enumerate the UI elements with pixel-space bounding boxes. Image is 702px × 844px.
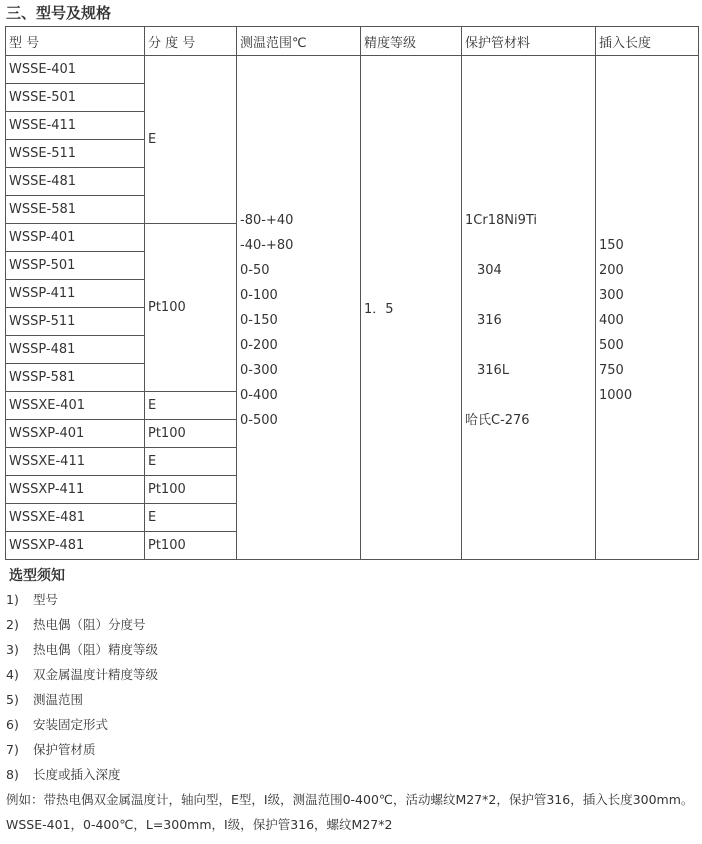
model-cell: WSSE-481 [6, 168, 145, 196]
range-cell [237, 56, 361, 560]
graduation-cell: E [145, 504, 237, 532]
model-cell: WSSXP-481 [6, 532, 145, 560]
list-item [6, 762, 158, 787]
graduation-cell-e-group: E [145, 56, 237, 224]
item-number: 5) [6, 692, 19, 707]
graduation-cell: Pt100 [145, 476, 237, 504]
list-item [6, 662, 158, 687]
list-item [6, 637, 158, 662]
item-number: 1) [6, 592, 19, 607]
item-text: 双金属温度计精度等级 [33, 667, 159, 682]
model-cell: WSSXP-401 [6, 420, 145, 448]
model-cell: WSSXE-481 [6, 504, 145, 532]
length-value: 300 [599, 288, 624, 303]
spec-table [5, 26, 699, 560]
length-cell [596, 56, 699, 560]
section-title: 三、型号及规格 [6, 4, 112, 22]
item-number: 3) [6, 642, 19, 657]
graduation-cell: Pt100 [145, 532, 237, 560]
selection-title: 选型须知 [9, 568, 65, 584]
range-value: 0-150 [240, 313, 278, 328]
material-value: 316L [477, 363, 510, 378]
length-value: 150 [599, 238, 624, 253]
model-cell: WSSP-481 [6, 336, 145, 364]
model-cell: WSSE-501 [6, 84, 145, 112]
item-number: 6) [6, 717, 19, 732]
item-text: 热电偶（阻）精度等级 [33, 642, 159, 657]
range-value: -80-+40 [240, 213, 294, 228]
length-value: 200 [599, 263, 624, 278]
item-text: 安装固定形式 [33, 717, 109, 732]
table-header-row [6, 27, 699, 56]
header-length: 插入长度 [596, 27, 699, 56]
model-cell: WSSXE-411 [6, 448, 145, 476]
header-range: 测温范围℃ [237, 27, 361, 56]
model-cell: WSSE-511 [6, 140, 145, 168]
example-text [6, 787, 693, 837]
length-value: 400 [599, 313, 624, 328]
header-model: 型 号 [6, 27, 145, 56]
table-row [6, 56, 699, 84]
material-value: 1Cr18Ni9Ti [465, 213, 537, 228]
range-value: 0-50 [240, 263, 270, 278]
model-cell: WSSP-401 [6, 224, 145, 252]
model-cell: WSSE-411 [6, 112, 145, 140]
example-line: 例如：带热电偶双金属温度计，轴向型，E型，I级，测温范围0-400℃，活动螺纹M27*2，保护管316，插入长度300mm。 [6, 792, 694, 807]
item-text: 保护管材质 [33, 742, 96, 757]
range-value: 0-200 [240, 338, 278, 353]
model-cell: WSSE-401 [6, 56, 145, 84]
graduation-cell: Pt100 [145, 420, 237, 448]
length-value: 500 [599, 338, 624, 353]
model-cell: WSSP-411 [6, 280, 145, 308]
graduation-cell: E [145, 392, 237, 420]
example-line: WSSE-401，0-400℃，L=300mm，I级，保护管316，螺纹M27*2 [6, 817, 393, 832]
model-cell: WSSP-511 [6, 308, 145, 336]
material-value: 哈氏C-276 [465, 413, 530, 428]
header-accuracy: 精度等级 [361, 27, 462, 56]
model-cell: WSSE-581 [6, 196, 145, 224]
item-text: 测温范围 [33, 692, 84, 707]
length-value: 1000 [599, 388, 633, 403]
item-text: 型号 [33, 592, 59, 607]
range-value: 0-300 [240, 363, 278, 378]
item-number: 4) [6, 667, 19, 682]
accuracy-cell: 1．5 [361, 56, 462, 560]
list-item [6, 612, 158, 637]
range-value: 0-400 [240, 388, 278, 403]
item-text: 热电偶（阻）分度号 [33, 617, 146, 632]
range-value: -40-+80 [240, 238, 294, 253]
item-number: 2) [6, 617, 19, 632]
material-cell [462, 56, 596, 560]
model-cell: WSSP-501 [6, 252, 145, 280]
model-cell: WSSP-581 [6, 364, 145, 392]
model-cell: WSSXP-411 [6, 476, 145, 504]
range-value: 0-100 [240, 288, 278, 303]
length-value: 750 [599, 363, 624, 378]
graduation-cell-pt-group: Pt100 [145, 224, 237, 392]
model-cell: WSSXE-401 [6, 392, 145, 420]
selection-list [6, 587, 158, 787]
item-number: 8) [6, 767, 19, 782]
list-item [6, 712, 158, 737]
material-value: 316 [477, 313, 502, 328]
graduation-cell: E [145, 448, 237, 476]
item-text: 长度或插入深度 [33, 767, 121, 782]
material-value: 304 [477, 263, 502, 278]
header-graduation: 分 度 号 [145, 27, 237, 56]
range-value: 0-500 [240, 413, 278, 428]
list-item [6, 587, 158, 612]
list-item [6, 737, 158, 762]
item-number: 7) [6, 742, 19, 757]
header-material: 保护管材料 [462, 27, 596, 56]
list-item [6, 687, 158, 712]
